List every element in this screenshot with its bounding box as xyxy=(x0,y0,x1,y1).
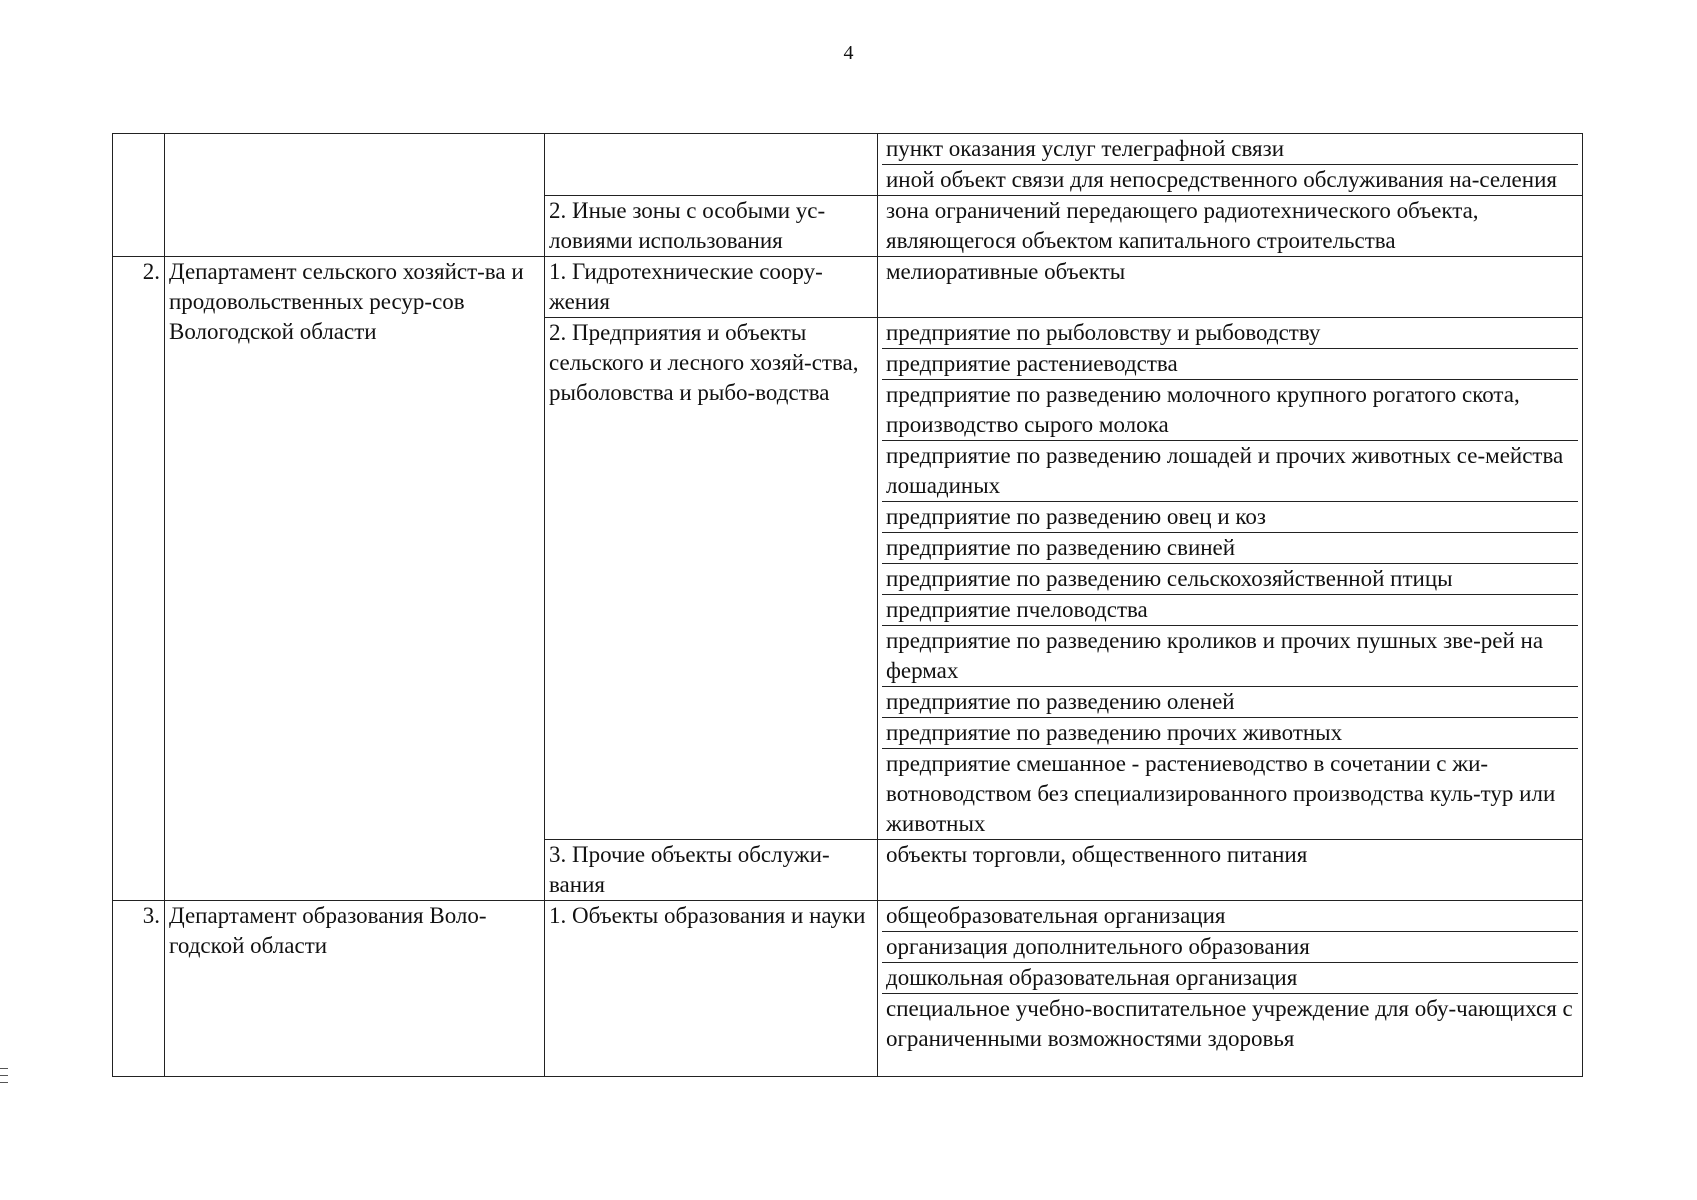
object-item: зона ограничений передающего радиотехнического объекта, являющегося объектом капитального строительства xyxy=(886,198,1479,253)
table-row xyxy=(113,901,1583,1077)
object-item: дошкольная образовательная организация xyxy=(882,963,1578,994)
object-item: предприятие по разведению сельскохозяйственной птицы xyxy=(882,564,1578,595)
zone-cell: 1. Объекты образования и науки xyxy=(545,901,878,1077)
row-number: 2. xyxy=(113,257,165,901)
object-item: предприятие по разведению оленей xyxy=(882,687,1578,718)
objects-cell xyxy=(878,196,1583,257)
object-item: мелиоративные объекты xyxy=(886,259,1126,284)
object-item: предприятие по разведению свиней xyxy=(882,533,1578,564)
object-item: специальное учебно-воспитательное учреждение для обу-чающихся с ограниченными возможностями здоровья xyxy=(886,996,1573,1051)
object-item: предприятие по разведению кроликов и прочих пушных зве-рей на фермах xyxy=(882,626,1578,687)
page-number: 4 xyxy=(843,42,854,64)
department-cell: Департамент образования Воло-годской области xyxy=(165,901,545,1077)
objects-cell xyxy=(878,840,1583,901)
object-item: организация дополнительного образования xyxy=(882,932,1578,963)
object-item: предприятие по разведению лошадей и прочих животных се-мейства лошадиных xyxy=(882,441,1578,502)
zone-cell: 3. Прочие объекты обслужи-вания xyxy=(545,840,878,901)
objects-cell xyxy=(878,901,1583,1077)
object-item: предприятие пчеловодства xyxy=(882,595,1578,626)
table-body xyxy=(113,134,1583,1077)
zone-cell xyxy=(545,134,878,196)
margin-marks xyxy=(0,1068,8,1090)
object-item: предприятие растениеводства xyxy=(882,349,1578,380)
objects-table xyxy=(112,133,1583,1077)
object-item: пункт оказания услуг телеграфной связи xyxy=(882,134,1578,165)
object-item: предприятие смешанное - растениеводство в сочетании с жи-вотноводством без специализированного производства куль-тур или животных xyxy=(886,751,1556,836)
department-cell xyxy=(165,134,545,257)
row-number xyxy=(113,134,165,257)
zone-cell: 2. Предприятия и объекты сельского и лесного хозяй-ства, рыболовства и рыбо-водства xyxy=(545,318,878,840)
object-item: предприятие по рыболовству и рыбоводству xyxy=(882,318,1578,349)
object-item: иной объект связи для непосредственного обслуживания на-селения xyxy=(886,167,1557,192)
objects-cell xyxy=(878,257,1583,318)
objects-cell xyxy=(878,134,1583,196)
table-row xyxy=(113,134,1583,196)
table-row xyxy=(113,257,1583,318)
object-item: предприятие по разведению овец и коз xyxy=(882,502,1578,533)
object-item: объекты торговли, общественного питания xyxy=(886,842,1308,867)
object-item: общеобразовательная организация xyxy=(882,901,1578,932)
object-item: предприятие по разведению молочного крупного рогатого скота, производство сырого молока xyxy=(882,380,1578,441)
row-number: 3. xyxy=(113,901,165,1077)
zone-cell: 1. Гидротехнические соору-жения xyxy=(545,257,878,318)
zone-cell: 2. Иные зоны с особыми ус-ловиями использования xyxy=(545,196,878,257)
object-item: предприятие по разведению прочих животных xyxy=(882,718,1578,749)
department-cell: Департамент сельского хозяйст-ва и продовольственных ресур-сов Вологодской области xyxy=(165,257,545,901)
objects-cell xyxy=(878,318,1583,840)
